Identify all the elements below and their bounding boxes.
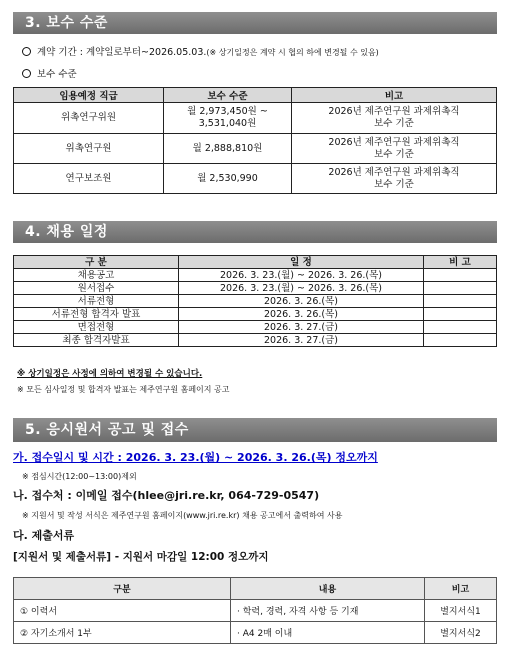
table-cell — [424, 334, 497, 347]
table-row — [14, 600, 497, 622]
section-4-title: 4. 채용 일정 — [13, 221, 497, 243]
table-row — [14, 295, 497, 308]
table-cell: 월 2,530,990 — [164, 164, 292, 194]
schedule-table-header: 일 정 — [179, 256, 424, 269]
table-cell: 2026. 3. 26.(목) — [179, 308, 424, 321]
table-cell: 2026. 3. 23.(월) ~ 2026. 3. 26.(목) — [179, 269, 424, 282]
table-cell — [424, 269, 497, 282]
table-cell: 별지서식1 — [425, 600, 497, 622]
lunch-note: ※ 점심시간(12:00~13:00)제외 — [22, 472, 137, 481]
table-cell: 최종 합격자발표 — [14, 334, 179, 347]
table-cell: 위촉연구위원 — [14, 103, 164, 134]
pay-level-label: 보수 수준 — [37, 69, 77, 80]
table-cell: 연구보조원 — [14, 164, 164, 194]
table-cell: · 학력, 경력, 자격 사항 등 기재 — [231, 600, 425, 622]
table-cell: ② 자기소개서 1부 — [14, 622, 231, 644]
contract-period-text: 계약 기간 : 계약일로부터~2026.05.03. — [37, 47, 207, 58]
table-row — [14, 164, 497, 194]
table-row — [14, 308, 497, 321]
table-row — [14, 334, 497, 347]
documents-table-header: 비고 — [425, 578, 497, 600]
table-row — [14, 622, 497, 644]
table-row — [14, 321, 497, 334]
documents-heading: 다. 제출서류 — [13, 529, 75, 542]
pay-table — [13, 87, 497, 194]
table-cell: 서류전형 합격자 발표 — [14, 308, 179, 321]
circle-bullet-icon — [22, 47, 31, 56]
table-row — [14, 282, 497, 295]
table-row — [14, 103, 497, 134]
table-cell: ① 이력서 — [14, 600, 231, 622]
pay-level-line — [22, 66, 77, 80]
schedule-table — [13, 255, 497, 347]
section-3-title: 3. 보수 수준 — [13, 12, 497, 34]
table-row — [14, 269, 497, 282]
table-cell: 면접전형 — [14, 321, 179, 334]
pay-table-header: 비고 — [292, 88, 497, 103]
table-row — [14, 134, 497, 164]
table-cell: 2026. 3. 23.(월) ~ 2026. 3. 26.(목) — [179, 282, 424, 295]
table-cell: 원서접수 — [14, 282, 179, 295]
table-cell: 위촉연구원 — [14, 134, 164, 164]
table-cell — [424, 295, 497, 308]
table-cell — [424, 308, 497, 321]
table-cell: 2026. 3. 27.(금) — [179, 321, 424, 334]
table-cell — [424, 282, 497, 295]
circle-bullet-icon — [22, 69, 31, 78]
section-5-title: 5. 응시원서 공고 및 접수 — [13, 418, 497, 442]
table-cell: 채용공고 — [14, 269, 179, 282]
table-cell: 별지서식2 — [425, 622, 497, 644]
application-place-line: 나. 접수처 : 이메일 접수(hlee@jri.re.kr, 064-729-0547) — [13, 489, 320, 502]
table-cell: 2026년 제주연구원 과제위촉직 보수 기준 — [292, 103, 497, 134]
table-cell: 2026년 제주연구원 과제위촉직 보수 기준 — [292, 134, 497, 164]
table-cell: 2026. 3. 26.(목) — [179, 295, 424, 308]
pay-table-header: 임용예정 직급 — [14, 88, 164, 103]
table-cell: 서류전형 — [14, 295, 179, 308]
schedule-announce-note: ※ 모든 심사일정 및 합격자 발표는 제주연구원 홈페이지 공고 — [17, 385, 230, 394]
table-cell: 2026년 제주연구원 과제위촉직 보수 기준 — [292, 164, 497, 194]
application-period-line: 가. 접수일시 및 시간 : 2026. 3. 23.(월) ~ 2026. 3. 26.(목) 정오까지 — [13, 451, 378, 464]
documents-table-header: 내용 — [231, 578, 425, 600]
table-cell: · A4 2매 이내 — [231, 622, 425, 644]
documents-subheading: [지원서 및 제출서류] - 지원서 마감일 12:00 정오까지 — [13, 551, 269, 563]
table-cell: 2026. 3. 27.(금) — [179, 334, 424, 347]
form-download-note: ※ 지원서 및 작성 서식은 제주연구원 홈페이지(www.jri.re.kr) 채용 공고에서 출력하여 사용 — [22, 511, 343, 520]
schedule-table-header: 비 고 — [424, 256, 497, 269]
pay-table-header: 보수 수준 — [164, 88, 292, 103]
schedule-table-header: 구 분 — [14, 256, 179, 269]
documents-table-header: 구분 — [14, 578, 231, 600]
table-cell: 월 2,888,810원 — [164, 134, 292, 164]
schedule-change-note: ※ 상기일정은 사정에 의하여 변경될 수 있습니다. — [17, 369, 203, 379]
contract-period-line — [22, 44, 379, 58]
documents-table — [13, 577, 497, 644]
table-cell — [424, 321, 497, 334]
contract-period-note: (※ 상기일정은 계약 시 협의 하에 변경될 수 있음) — [206, 48, 379, 57]
table-cell: 월 2,973,450원 ~ 3,531,040원 — [164, 103, 292, 134]
